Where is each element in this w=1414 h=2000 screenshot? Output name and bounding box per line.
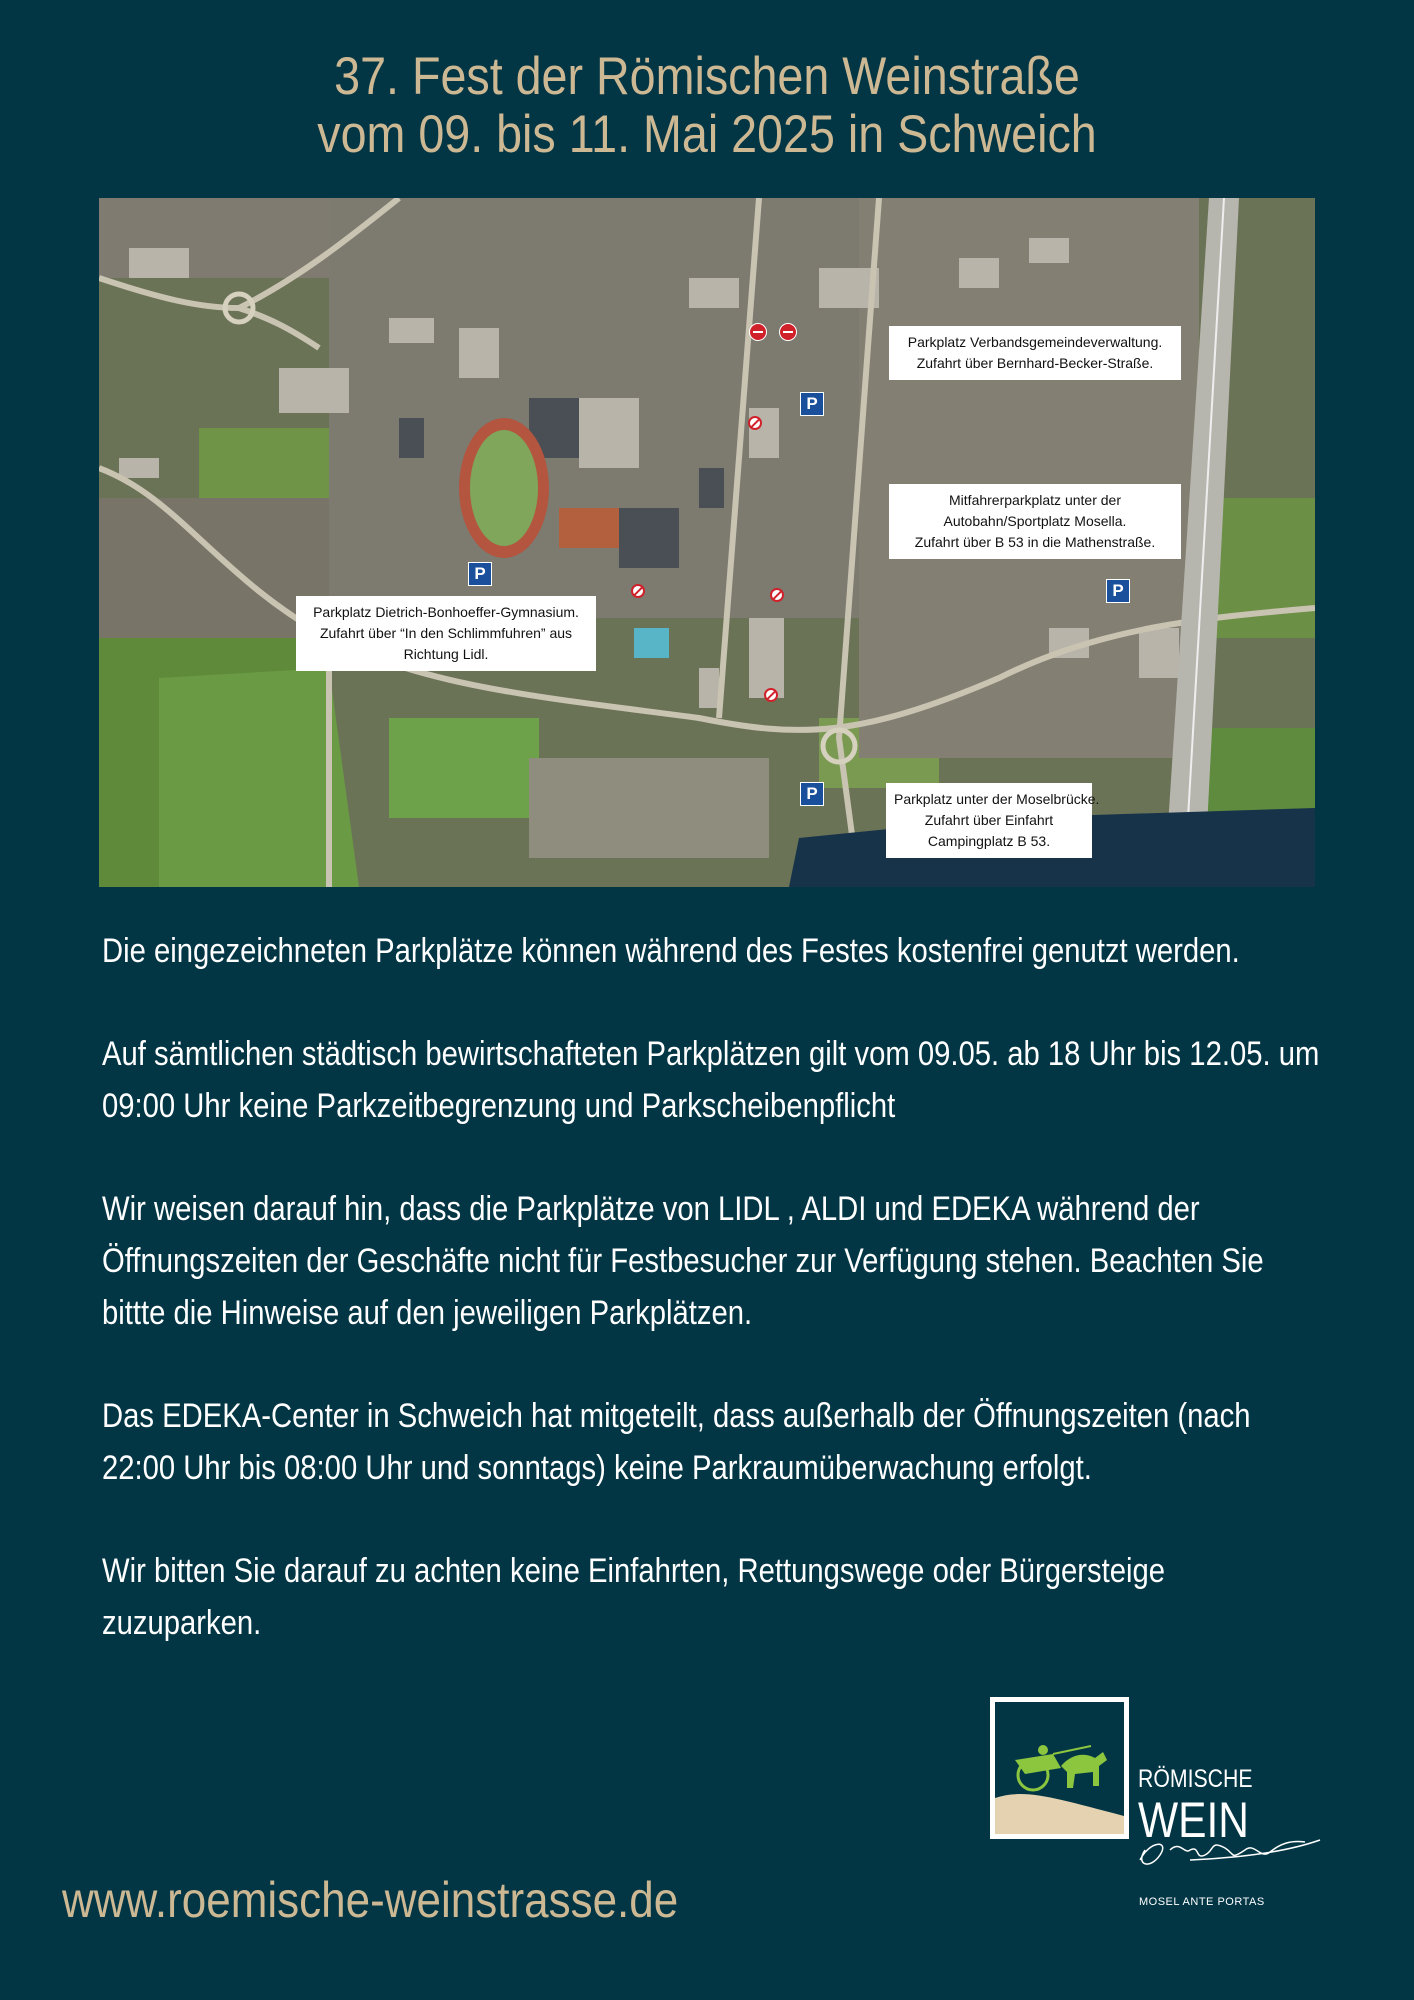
information-text bbox=[102, 925, 1320, 1700]
aerial-parking-map bbox=[99, 198, 1315, 887]
parking-icon: P bbox=[800, 392, 824, 416]
callout-line: Campingplatz B 53. bbox=[927, 833, 1051, 849]
chariot-icon bbox=[995, 1702, 1124, 1834]
callout-line: Parkplatz unter der Moselbrücke. bbox=[894, 791, 1100, 807]
website-link[interactable]: www.roemische-weinstrasse.de bbox=[62, 1872, 679, 1928]
paragraph-supermarkets: Wir weisen darauf hin, dass die Parkplätze von LIDL , ALDI und EDEKA während der Öffnungszeiten der Geschäfte nicht für Festbesucher zur Verfügung stehen. Beachten Sie bittte die Hinweise auf den jeweiligen Parkplätzen. bbox=[102, 1190, 1264, 1332]
callout-line: Zufahrt über Bernhard-Becker-Straße. bbox=[916, 355, 1154, 371]
paragraph-free-parking: Die eingezeichneten Parkplätze können während des Festes kostenfrei genutzt werden. bbox=[102, 932, 1240, 970]
callout-line: Zufahrt über B 53 in die Mathenstraße. bbox=[914, 534, 1156, 550]
callout-line: Zufahrt über “In den Schlimmfuhren” aus bbox=[319, 625, 573, 641]
logo-text-wein: WEIN bbox=[1138, 1792, 1249, 1848]
callout-line: Autobahn/Sportplatz Mosella. bbox=[943, 513, 1127, 529]
no-parking-icon bbox=[764, 688, 778, 702]
title-line-2: vom 09. bis 11. Mai 2025 in Schweich bbox=[317, 105, 1097, 164]
callout-parking-mitfahrer bbox=[889, 484, 1181, 559]
paragraph-driveways: Wir bitten Sie darauf zu achten keine Einfahrten, Rettungswege oder Bürgersteige zuzuparken. bbox=[102, 1552, 1166, 1642]
no-parking-icon bbox=[631, 584, 645, 598]
parking-icon: P bbox=[800, 782, 824, 806]
callout-line: Mitfahrerparkplatz unter der bbox=[949, 492, 1121, 508]
logo-script-strasse bbox=[1130, 1820, 1330, 1880]
callout-line: Richtung Lidl. bbox=[403, 646, 489, 662]
title-line-1: 37. Fest der Römischen Weinstraße bbox=[334, 47, 1080, 106]
callout-parking-verbandsgemeinde bbox=[889, 326, 1181, 380]
paragraph-edeka: Das EDEKA-Center in Schweich hat mitgeteilt, dass außerhalb der Öffnungszeiten (nach 22:00 Uhr bis 08:00 Uhr und sonntags) keine Parkraumüberwachung erfolgt. bbox=[102, 1397, 1251, 1487]
paragraph-time-limit: Auf sämtlichen städtisch bewirtschafteten Parkplätzen gilt vom 09.05. ab 18 Uhr bis 12.05. um 09:00 Uhr keine Parkzeitbegrenzung und Parkscheibenpflicht bbox=[102, 1035, 1320, 1125]
no-entry-icon bbox=[749, 323, 767, 341]
callout-line: Parkplatz Verbandsgemeindeverwaltung. bbox=[907, 334, 1163, 350]
callout-parking-gymnasium bbox=[296, 596, 596, 671]
no-entry-icon bbox=[779, 323, 797, 341]
callout-line: Parkplatz Dietrich-Bonhoeffer-Gymnasium. bbox=[313, 604, 579, 620]
parking-icon: P bbox=[468, 562, 492, 586]
logo-tagline: MOSEL ANTE PORTAS bbox=[1139, 1896, 1265, 1908]
page-title bbox=[85, 48, 1329, 164]
parking-icon: P bbox=[1106, 579, 1130, 603]
logo-text-roemische: RÖMISCHE bbox=[1138, 1765, 1253, 1793]
logo-emblem bbox=[990, 1697, 1129, 1839]
no-parking-icon bbox=[770, 588, 784, 602]
callout-parking-moselbruecke bbox=[886, 783, 1100, 858]
callout-line: Zufahrt über Einfahrt bbox=[924, 812, 1054, 828]
no-parking-icon bbox=[748, 416, 762, 430]
